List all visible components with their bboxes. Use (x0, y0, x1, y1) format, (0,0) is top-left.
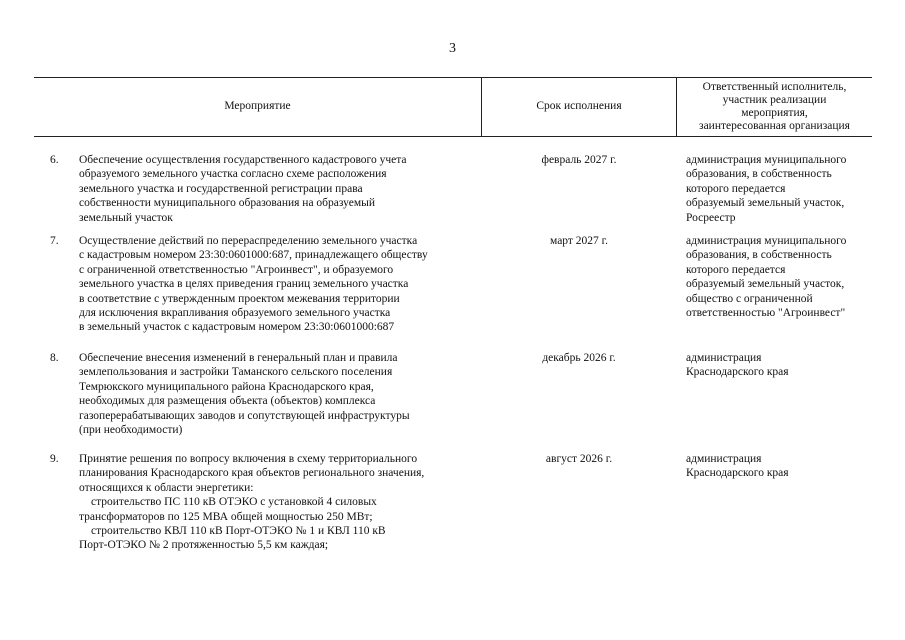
row-deadline: декабрь 2026 г. (542, 352, 616, 364)
row-number: 8. (50, 352, 59, 364)
header-responsible-line: Ответственный исполнитель, (702, 80, 847, 93)
activity-line: землепользования и застройки Таманского сельского поселения (79, 366, 393, 379)
activity-line: необходимых для размещения объекта (объектов) комплекса (79, 395, 376, 408)
activity-line: земельный участок (79, 211, 173, 224)
activity-line: с ограниченной ответственностью "Агроинвест", и образуемого (79, 263, 394, 276)
responsible-line: которого передается (686, 263, 786, 276)
activity-line: Темрюкского муниципального района Краснодарского края, (79, 380, 374, 393)
activity-line: земельного участка и государственной регистрации права (79, 182, 363, 195)
activity-line: Осуществление действий по перераспределению земельного участка (79, 235, 418, 247)
activity-line: Принятие решения по вопросу включения в схему территориального (79, 453, 418, 465)
responsible-line: образования, в собственность (686, 249, 832, 262)
activity-line: образуемого земельного участка согласно схеме расположения (79, 168, 387, 181)
activity-line: строительство КВЛ 110 кВ Порт-ОТЭКО № 1 и КВЛ 110 кВ (91, 525, 386, 538)
header-responsible-line: участник реализации (722, 93, 827, 106)
activity-line: собственности муниципального образования на образуемый (79, 197, 376, 210)
activity-line: относящихся к области энергетики: (79, 481, 254, 494)
responsible-line: которого передается (686, 182, 786, 195)
activity-line: газоперерабатывающих заводов и сопутствующей инфраструктуры (79, 409, 410, 422)
row-deadline: февраль 2027 г. (541, 154, 617, 166)
responsible-line: администрация (686, 352, 762, 364)
activity-line: Обеспечение внесения изменений в генеральный план и правила (79, 352, 398, 364)
responsible-line: администрация муниципального (686, 235, 847, 247)
row-activity (79, 153, 479, 225)
header-bottom-border (34, 136, 872, 137)
responsible-line: образуемый земельный участок, (686, 278, 845, 291)
row-deadline: август 2026 г. (545, 453, 613, 465)
activity-line: Обеспечение осуществления государственного кадастрового учета (79, 154, 407, 166)
row-number: 7. (50, 235, 59, 247)
row-activity (79, 234, 479, 335)
responsible-line: образуемый земельный участок, (686, 197, 845, 210)
responsible-line: Росреестр (686, 211, 736, 224)
header-activity: Мероприятие (224, 100, 291, 113)
header-responsible (677, 77, 872, 137)
header-responsible-line: заинтересованная организация (699, 120, 850, 133)
responsible-line: администрация муниципального (686, 154, 847, 166)
activity-line: с кадастровым номером 23:30:0601000:687, принадлежащего обществу (79, 249, 428, 262)
responsible-line: Краснодарского края (686, 366, 789, 379)
activity-line: (при необходимости) (79, 424, 183, 437)
activity-line: строительство ПС 110 кВ ОТЭКО с установкой 4 силовых (91, 496, 377, 509)
responsible-line: администрация (686, 453, 762, 465)
row-deadline: март 2027 г. (550, 235, 608, 247)
responsible-line: общество с ограниченной (686, 292, 813, 305)
row-activity (79, 452, 479, 553)
activity-line: в земельный участок с кадастровым номером 23:30:0601000:687 (79, 321, 395, 334)
activity-line: Порт-ОТЭКО № 2 протяженностью 5,5 км каждая; (79, 539, 329, 552)
activity-line: земельного участка в целях приведения границ земельного участка (79, 278, 409, 291)
responsible-line: образования, в собственность (686, 168, 832, 181)
row-responsible (686, 452, 876, 481)
activity-line: планирования Краснодарского края объектов регионального значения, (79, 467, 425, 480)
activity-line: в соответствие с утвержденным проектом межевания территории (79, 292, 400, 305)
row-responsible (686, 153, 876, 225)
activity-line: для исключения вкрапливания образуемого земельного участка (79, 307, 391, 320)
row-responsible (686, 234, 876, 320)
responsible-line: ответственностью "Агроинвест" (686, 307, 846, 320)
row-activity (79, 351, 479, 437)
row-number: 6. (50, 154, 59, 166)
row-responsible (686, 351, 876, 380)
header-responsible-line: мероприятия, (741, 107, 808, 119)
responsible-line: Краснодарского края (686, 467, 789, 480)
header-deadline: Срок исполнения (536, 100, 622, 113)
activity-line: трансформаторов по 125 МВА общей мощностью 250 МВт; (79, 510, 373, 523)
row-number: 9. (50, 453, 59, 465)
page-number: 3 (449, 41, 456, 56)
